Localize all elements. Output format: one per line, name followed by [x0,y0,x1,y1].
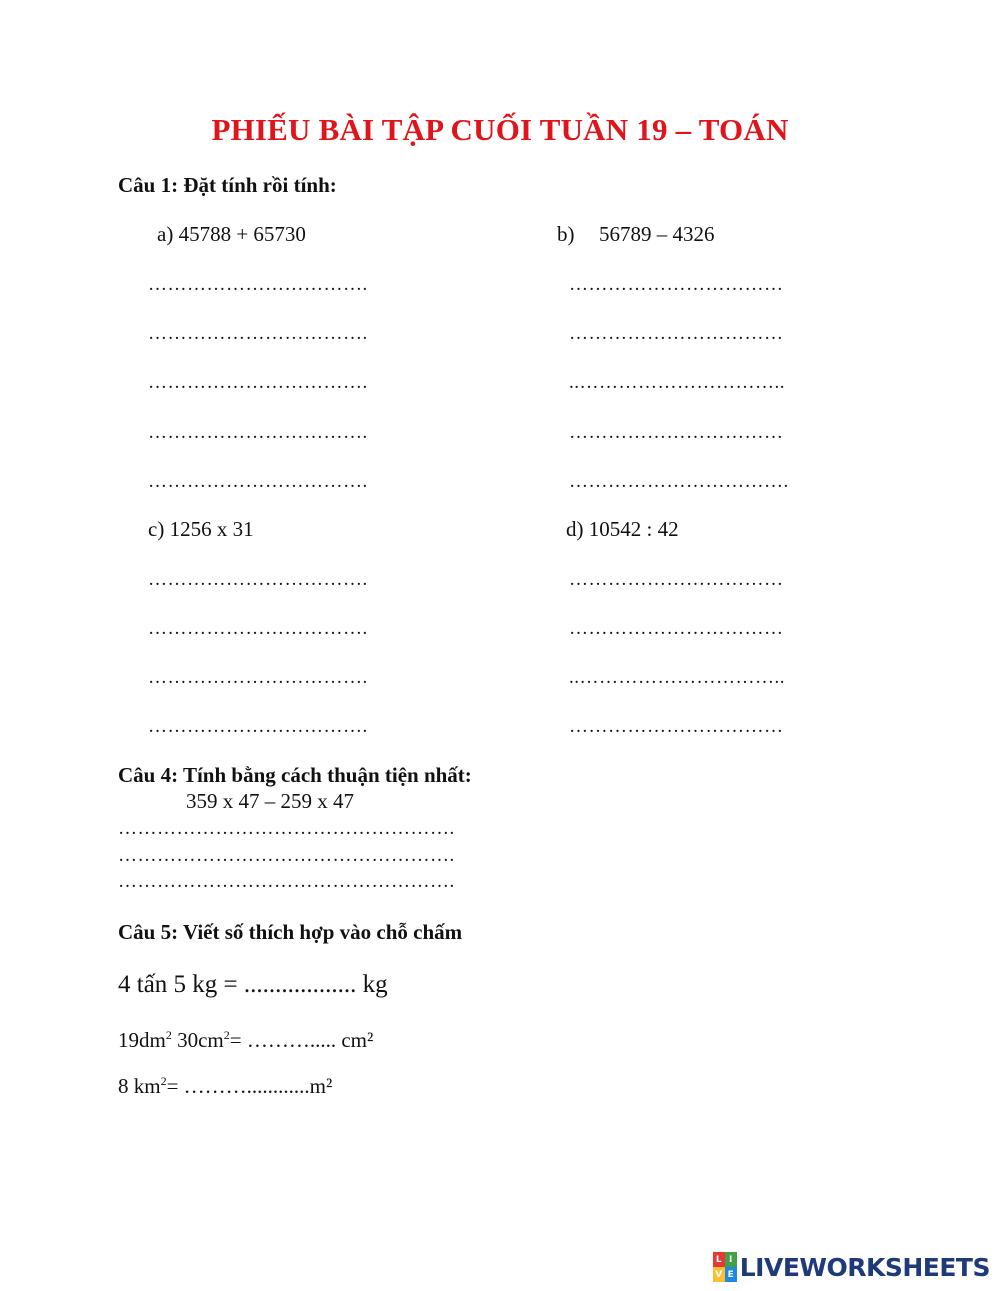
conversion-km2-m2[interactable]: 8 $km^2=$ ………............m² [118,1074,333,1098]
question-1-heading: Câu 1: Đặt tính rồi tính: [118,173,337,197]
answer-line-d-2[interactable]: …………………………… [569,618,784,639]
answer-line-a-1[interactable]: ……………………………. [148,274,368,295]
question-4-heading: Câu 4: Tính bằng cách thuận tiện nhất: [118,763,472,787]
question-4-answer-line-3[interactable]: ……………………………………………. [118,871,455,892]
answer-line-b-4[interactable]: …………………………… [569,422,784,443]
logo-tile-i: I [725,1252,737,1267]
answer-line-c-4[interactable]: ……………………………. [148,716,368,737]
answer-line-b-3[interactable]: ..………………………….. [569,372,785,393]
answer-line-b-1[interactable]: …………………………… [569,274,784,295]
answer-line-d-1[interactable]: …………………………… [569,569,784,590]
answer-line-a-5[interactable]: ……………………………. [148,471,368,492]
brand-name: LIVEWORKSHEETS [739,1252,990,1282]
answer-line-a-2[interactable]: ……………………………. [148,323,368,344]
worksheet-title: PHIẾU BÀI TẬP CUỐI TUẦN 19 – TOÁN [211,112,789,147]
answer-line-b-5[interactable]: ……………………………. [569,471,789,492]
exercise-c: c) 1256 x 31 [148,517,254,541]
answer-line-b-2[interactable]: …………………………… [569,323,784,344]
question-4-answer-line-1[interactable]: ……………………………………………. [118,818,455,839]
exercise-b-label: b) [557,222,575,246]
question-4-expression: 359 x 47 – 259 x 47 [186,789,354,813]
logo-tile-e: E [725,1267,737,1282]
exercise-b: 56789 – 4326 [599,222,715,246]
logo-tile-l: L [713,1252,725,1267]
conversion-tons-kg[interactable]: 4 tấn 5 kg = .................. kg [118,971,388,998]
exercise-a: a) 45788 + 65730 [157,222,306,246]
question-5-heading: Câu 5: Viết số thích hợp vào chỗ chấm [118,920,463,944]
answer-line-a-4[interactable]: ……………………………. [148,422,368,443]
conversion-dm2-cm2[interactable]: $19dm^2$ $30cm^2=$ ………..... cm² [118,1028,374,1052]
answer-line-d-4[interactable]: …………………………… [569,716,784,737]
liveworksheets-brand [713,1252,990,1282]
answer-line-a-3[interactable]: ……………………………. [148,372,368,393]
answer-line-c-2[interactable]: ……………………………. [148,618,368,639]
answer-line-c-1[interactable]: ……………………………. [148,569,368,590]
live-logo-icon [713,1252,737,1282]
logo-tile-v: V [713,1267,725,1282]
exercise-d: d) 10542 : 42 [566,517,679,541]
question-4-answer-line-2[interactable]: ……………………………………………. [118,845,455,866]
answer-line-d-3[interactable]: ..………………………….. [569,667,785,688]
answer-line-c-3[interactable]: ……………………………. [148,667,368,688]
